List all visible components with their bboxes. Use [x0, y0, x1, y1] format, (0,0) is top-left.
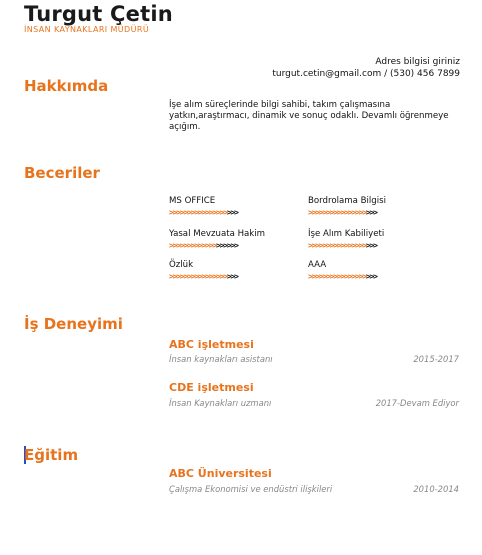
education-dates: 2010-2014: [413, 484, 459, 494]
skill-name: Bordrolama Bilgisi: [308, 196, 386, 206]
skill-name: Yasal Mevzuata Hakim: [169, 229, 266, 239]
skills-heading: Beceriler: [24, 164, 100, 182]
skill-item: [308, 229, 384, 252]
contact-block: [272, 56, 460, 80]
skill-level-bar: >>>>>>>>>>>>>>>>>>>: [308, 241, 377, 250]
skill-level-bar: >>>>>>>>>>>>>>>>>>>: [308, 208, 377, 217]
education-details: [169, 484, 459, 494]
education-heading: Eğitim: [24, 446, 79, 464]
skill-level-bar: >>>>>>>>>>>>>>>>>>>: [169, 241, 238, 250]
skill-name: AAA: [308, 260, 327, 270]
experience-dates: 2017-Devam Ediyor: [375, 398, 459, 408]
email-phone-text: turgut.cetin@gmail.com / (530) 456 7899: [272, 69, 460, 79]
skill-name: İşe Alım Kabiliyeti: [308, 229, 385, 239]
skill-name: Özlük: [169, 260, 194, 270]
experience-role: İnsan Kaynakları uzmanı: [169, 398, 272, 408]
about-text: İşe alım süreçlerinde bilgi sahibi, takım çalışmasına yatkın,araştırmacı, dinamik ve sonuç odaklı. Devamlı öğrenmeye açığım.: [169, 100, 449, 132]
skill-item: [308, 260, 377, 283]
skill-name: MS OFFICE: [169, 196, 216, 206]
skill-level-bar: >>>>>>>>>>>>>>>>>>>: [169, 272, 238, 281]
address-text: Adres bilgisi giriniz: [375, 57, 460, 67]
experience-company: ABC işletmesi: [169, 338, 254, 351]
experience-heading: İş Deneyimi: [24, 315, 123, 333]
education-field: Çalışma Ekonomisi ve endüstri ilişkileri: [169, 484, 333, 494]
about-heading: Hakkımda: [24, 77, 109, 95]
skill-item: [169, 196, 238, 219]
experience-dates: 2015-2017: [413, 354, 459, 364]
experience-role: İnsan kaynakları asistanı: [169, 354, 273, 364]
name-heading: Turgut Çetin: [24, 2, 173, 26]
experience-details: [169, 398, 459, 408]
education-school: ABC Üniversitesi: [169, 467, 272, 480]
experience-company: CDE işletmesi: [169, 381, 254, 394]
skill-item: [169, 260, 238, 283]
job-title: İNSAN KAYNAKLARI MÜDÜRÜ: [24, 25, 150, 34]
skill-item: [308, 196, 386, 219]
skill-level-bar: >>>>>>>>>>>>>>>>>>>: [169, 208, 238, 217]
experience-details: [169, 354, 459, 364]
skill-level-bar: >>>>>>>>>>>>>>>>>>>: [308, 272, 377, 281]
skill-item: [169, 229, 265, 252]
